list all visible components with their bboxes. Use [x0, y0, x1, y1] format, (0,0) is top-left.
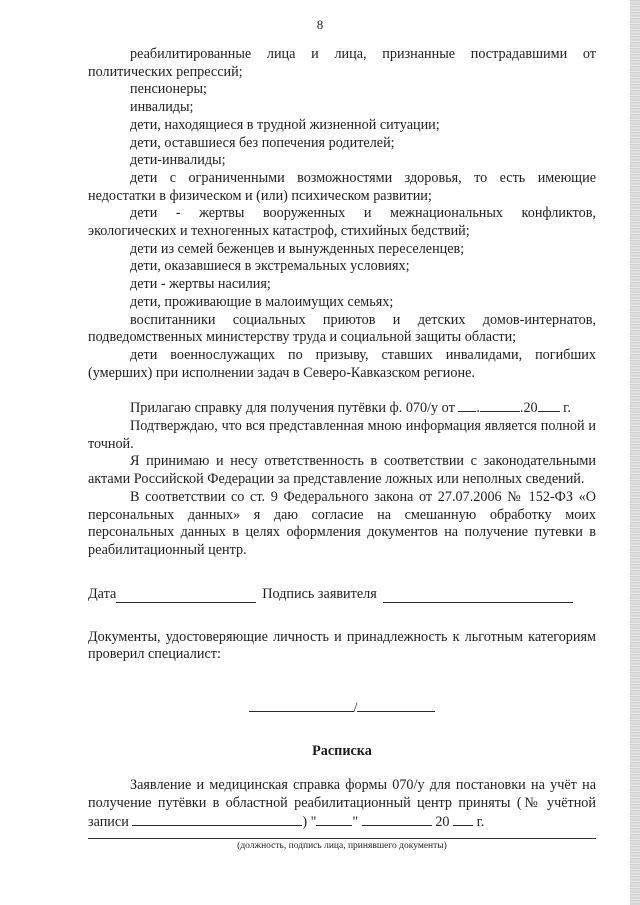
category-list — [88, 46, 596, 382]
category-item: дети, оставшиеся без попечения родителей; — [130, 134, 395, 151]
category-item: дети военнослужащих по призыву, ставших инвалидами, погибших (умерших) при исполнении задач в Северо-Кавказском регионе. — [88, 346, 596, 381]
certificate-text: Прилагаю справку для получения путёвки ф. 070/у от — [130, 400, 455, 417]
scan-edge — [630, 0, 640, 905]
cert-year-prefix: .20 — [519, 400, 538, 417]
receipt-year-suffix: г. — [476, 814, 485, 831]
receipt-text: Заявление и медицинская справка формы 070/у для постановки на учёт на получение путёвки в областной реабилитационный центр приняты — [88, 776, 596, 811]
receipt-year-prefix: 20 — [435, 814, 450, 831]
category-item: дети, проживающие в малоимущих семьях; — [130, 293, 394, 310]
date-field[interactable] — [116, 589, 256, 603]
category-item: реабилитированные лица и лица, признанные пострадавшими от политических репрессий; — [88, 46, 596, 80]
receipt-title: Расписка — [312, 743, 372, 760]
category-item: дети, оказавшиеся в экстремальных условиях; — [130, 258, 410, 275]
category-item: дети с ограниченными возможностями здоровья, то есть имеющие недостатки в физическом и (или) психическом развитии; — [88, 169, 596, 204]
verified-paragraph: Документы, удостоверяющие личность и принадлежность к льготным категориям проверил специалист: — [88, 628, 596, 663]
applicant-signature-row — [88, 586, 596, 603]
date-label: Дата — [88, 585, 117, 602]
cert-day-sep: . — [476, 400, 480, 417]
cert-month-field[interactable] — [480, 398, 520, 412]
record-close: ) — [302, 814, 308, 831]
category-item: инвалиды; — [130, 99, 194, 116]
quote-open: " — [310, 814, 317, 831]
category-item: воспитанники социальных приютов и детских домов-интернатов, подведомственных министерству труда и социальной защиты области; — [88, 311, 596, 346]
category-item: дети - жертвы вооруженных и межнациональных конфликтов, экологических и техногенных катастроф, стихийных бедствий; — [88, 205, 596, 240]
specialist-signature-row — [88, 698, 596, 717]
category-item: пенсионеры; — [130, 81, 207, 98]
signature-label: Подпись заявителя — [262, 585, 377, 602]
receipt-caption: (должность, подпись лица, принявшего документы) — [88, 838, 596, 852]
certificate-line — [88, 398, 596, 418]
cert-year-field[interactable] — [538, 398, 560, 412]
receipt-month-field[interactable] — [362, 812, 432, 826]
record-number-field[interactable] — [132, 812, 302, 826]
document-body — [88, 46, 596, 852]
liability-paragraph: Я принимаю и несу ответственность в соответствии с законодательными актами Российской Федерации за представление ложных или неполных сведений. — [88, 453, 596, 488]
quote-close: " — [352, 814, 359, 831]
category-item: дети, находящиеся в трудной жизненной ситуации; — [130, 116, 440, 133]
record-label: (№ учётной записи — [88, 794, 596, 831]
specialist-name-field[interactable] — [249, 698, 354, 712]
category-item: дети-инвалиды; — [130, 152, 226, 169]
sign-slash: / — [353, 700, 358, 717]
applicant-signature-field[interactable] — [383, 589, 573, 603]
cert-year-suffix: г. — [563, 400, 571, 417]
category-item: дети из семей беженцев и вынужденных переселенцев; — [130, 240, 465, 257]
receipt-year-field[interactable] — [453, 812, 473, 826]
category-item: дети - жертвы насилия; — [130, 276, 271, 293]
cert-day-field[interactable] — [458, 398, 476, 412]
page-number: 8 — [316, 17, 324, 32]
specialist-signature-field[interactable] — [357, 698, 435, 712]
consent-paragraph: В соответствии со ст. 9 Федерального закона от 27.07.2006 № 152-ФЗ «О персональных данных» я даю согласие на смешанную обработку моих персональных данных в целях оформления документов на получение путевки в реабилитационный центр. — [88, 488, 596, 558]
receipt-paragraph — [88, 777, 596, 832]
confirm-paragraph: Подтверждаю, что вся представленная мною информация является полной и точной. — [88, 418, 596, 452]
receipt-day-field[interactable] — [316, 812, 352, 826]
